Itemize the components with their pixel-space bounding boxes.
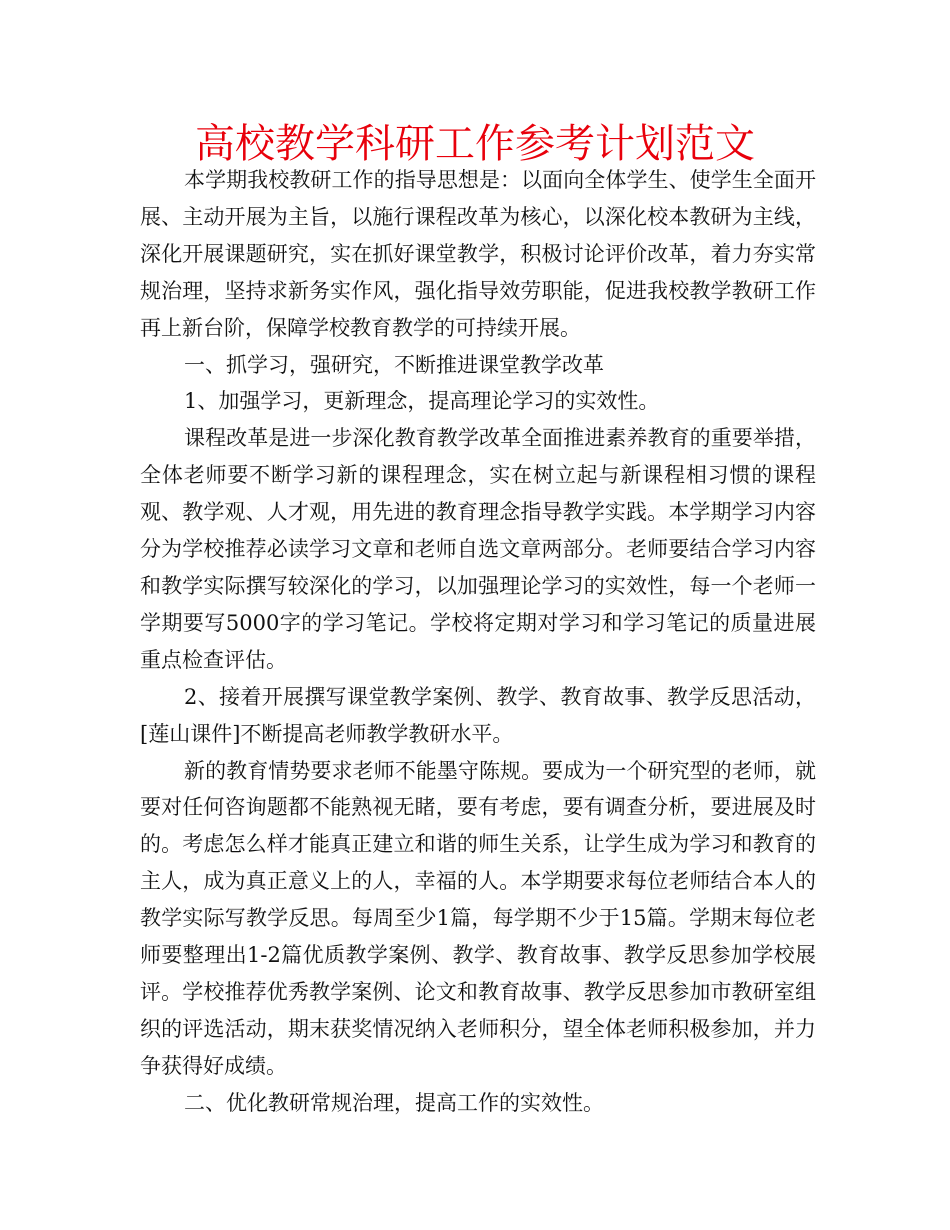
document-title: 高校教学科研工作参考计划范文 bbox=[195, 121, 755, 167]
document-body bbox=[140, 162, 816, 1122]
section-heading-1: 一、抓学习，强研究，不断推进课堂教学改革 bbox=[184, 352, 604, 377]
paragraph-new-education: 新的教育情势要求老师不能墨守陈规。要成为一个研究型的老师，就要对任何咨询题都不能熟视无睹，要有考虑，要有调查分析，要进展及时的。考虑怎么样才能真正建立和谐的师生关系，让学生成为学习和教育的主人，成为真正意义上的人，幸福的人。本学期要求每位老师结合本人的教学实际写教学反思。每周至少1篇，每学期不少于15篇。学期末每位老师要整理出1-2篇优质教学案例、教学、教育故事、教学反思参加学校展评。学校推荐优秀教学案例、论文和教育故事、教学反思参加市教研室组织的评选活动，期末获奖情况纳入老师积分，望全体老师积极参加，并力争获得好成绩。 bbox=[140, 758, 816, 1078]
section-heading-2: 二、优化教研常规治理，提高工作的实效性。 bbox=[184, 1090, 604, 1115]
subheading-1-1: 1、加强学习，更新理念，提高理论学习的实效性。 bbox=[184, 389, 660, 414]
paragraph-curriculum-reform: 课程改革是进一步深化教育教学改革全面推进素养教育的重要举措，全体老师要不断学习新的课程理念，实在树立起与新课程相习惯的课程观、教学观、人才观，用先进的教育理念指导教学实践。本学期学习内容分为学校推荐必读学习文章和老师自选文章两部分。老师要结合学习内容和教学实际撰写较深化的学习，以加强理论学习的实效性，每一个老师一学期要写5000字的学习笔记。学校将定期对学习和学习笔记的质量进展重点检查评估。 bbox=[140, 426, 816, 672]
paragraph-guiding-thought: 本学期我校教研工作的指导思想是：以面向全体学生、使学生全面开展、主动开展为主旨，以施行课程改革为核心，以深化校本教研为主线，深化开展课题研究，实在抓好课堂教学，积极讨论评价改革，着力夯实常规治理，坚持求新务实作风，强化指导效劳职能，促进我校教学教研工作再上新台阶，保障学校教育教学的可持续开展。 bbox=[140, 168, 816, 340]
subheading-1-2: 2、接着开展撰写课堂教学案例、教学、教育故事、教学反思活动，[莲山课件]不断提高老师教学教研水平。 bbox=[140, 684, 816, 746]
